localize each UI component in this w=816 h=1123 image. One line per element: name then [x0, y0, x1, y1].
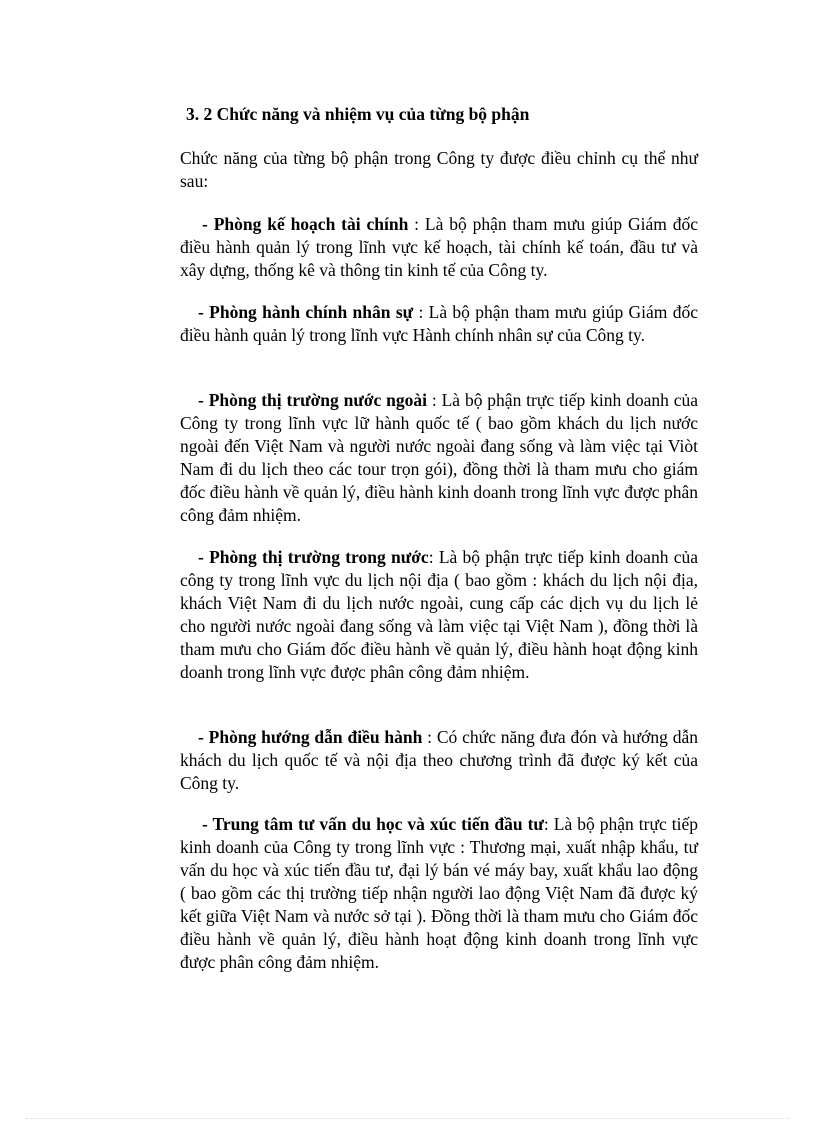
intro-paragraph: Chức năng của từng bộ phận trong Công ty được điều chỉnh cụ thể như sau: — [180, 148, 698, 191]
section-paragraph-hr — [180, 301, 698, 347]
section-body: : Có chức năng đưa đón và hướng dẫn khách du lịch quốc tế và nội địa theo chương trình đã được ký kết của Công ty. — [180, 727, 698, 793]
section-title: - Phòng hướng dẫn điều hành — [198, 727, 423, 747]
section-body: : Là bộ phận trực tiếp kinh doanh của công ty trong lĩnh vực du lịch nội địa ( bao gồm : khách du lịch nội địa, khách Việt Nam đi du lịch nước ngoài, cung cấp các dịch vụ du lịch lẻ cho người nước ngoài đang sống và làm việc tại Việt Nam ), đồng thời là tham mưu cho Giám đốc điều hành về quản lý, điều hành hoạt động kinh doanh trong lĩnh vực được phân công đảm nhiệm. — [180, 547, 698, 682]
section-heading: 3. 2 Chức năng và nhiệm vụ của từng bộ phận — [186, 104, 530, 124]
section-title: - Phòng hành chính nhân sự — [198, 302, 414, 322]
section-title: - Phòng thị trường trong nước — [198, 547, 429, 567]
section-paragraph-study-abroad-center — [180, 813, 698, 974]
section-body: : Là bộ phận trực tiếp kinh doanh của Công ty trong lĩnh vực : Thương mại, xuất nhập khẩu, tư vấn du học và xúc tiến đầu tư, đại lý bán vé máy bay, xuất khẩu lao động ( bao gồm các thị trường tiếp nhận người lao động Việt Nam đã được ký kết giữa Việt Nam và nước sở tại ). Đồng thời là tham mưu cho Giám đốc điều hành về quản lý, điều hành hoạt động kinh doanh trong lĩnh vực được phân công đảm nhiệm. — [180, 814, 698, 972]
section-body: : Là bộ phận tham mưu giúp Giám đốc điều hành quản lý trong lĩnh vực kế hoạch, tài chính kế toán, đầu tư và xây dựng, thống kê và thông tin kinh tế của Công ty. — [180, 214, 698, 280]
section-title: - Phòng thị trường nước ngoài — [198, 390, 428, 410]
footer-divider — [26, 1118, 790, 1119]
section-title: - Trung tâm tư vấn du học và xúc tiến đầu tư — [202, 814, 544, 834]
section-body: : Là bộ phận tham mưu giúp Giám đốc điều hành quản lý trong lĩnh vực Hành chính nhân sự của Công ty. — [180, 302, 698, 345]
section-title: - Phòng kế hoạch tài chính — [202, 214, 409, 234]
section-paragraph-guide-operations — [180, 726, 698, 795]
section-paragraph-finance — [180, 213, 698, 282]
section-body: : Là bộ phận trực tiếp kinh doanh của Công ty trong lĩnh vực lữ hành quốc tế ( bao gồm khách du lịch nước ngoài đến Việt Nam và người nước ngoài đang sống và làm việc tại Viòt Nam đi du lịch theo các tour trọn gói), đồng thời là tham mưu cho giám đốc điều hành về quản lý, điều hành kinh doanh trong lĩnh vực được phân công đảm nhiệm. — [180, 390, 698, 525]
section-paragraph-domestic-market — [180, 546, 698, 684]
section-paragraph-foreign-market — [180, 389, 698, 527]
